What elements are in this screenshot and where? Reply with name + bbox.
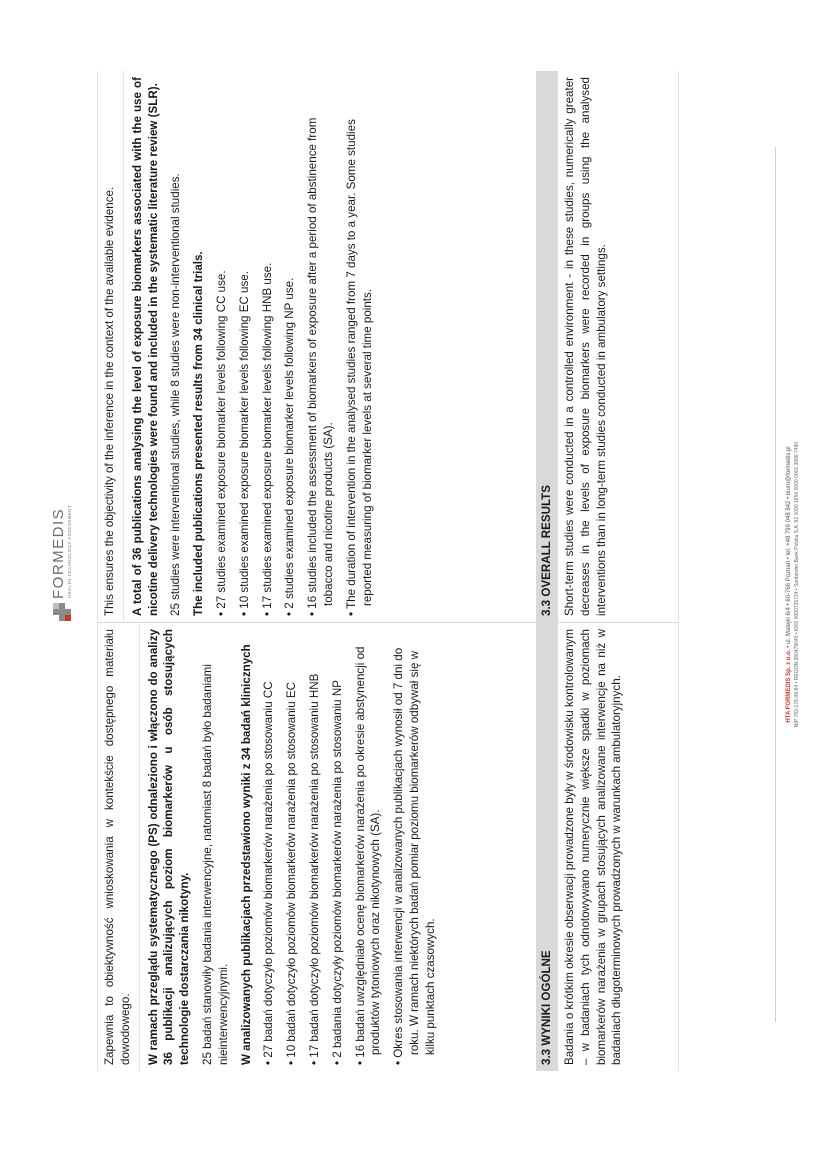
pl-section-text: Badania o krótkim okresie obserwacji prowadzone były w środowisku kontrolowanym – w badaniach tych odnotowywano numerycznie większe spadki w poziomach biomarkerów narażenia w grupach stosujących analizowane interwencje na niż w badaniach długoterminowych prowadzonych w warunkach ambulatoryjnych. — [563, 629, 624, 1065]
bilingual-summary-table — [97, 71, 679, 1071]
page-footer — [786, 0, 800, 1169]
pl-results-heading: W analizowanych publikacjach przedstawiono wyniki z 34 badań klinicznych — [239, 644, 253, 1065]
list-item: • Okres stosowania interwencji w analizowanych publikacjach wynosił od 7 dni do roku. W ramach niektórych badań pomiar poziomu biomarkerów odbywał się w kilku punktach czasowych. — [392, 647, 437, 1065]
list-item: • 27 badań dotyczyło poziomów biomarkerów narażenia po stosowaniu CC — [262, 681, 276, 1065]
list-item: • 16 badań uwzględniało ocenę biomarkerów narażenia po okresie abstynencji od produktów tytoniowych oraz nikotynowych (SA). — [353, 646, 383, 1065]
logo-tagline: HEALTH TECHNOLOGY ASSESSMENT — [67, 505, 72, 598]
list-item: • 27 studies examined exposure biomarker levels following CC use. — [214, 270, 228, 616]
en-intro: This ensures the objectivity of the inference in the context of the available evidence. — [103, 186, 116, 616]
pl-results-list — [261, 629, 438, 1065]
row-divider — [123, 71, 124, 622]
list-item: • 17 studies examined exposure biomarker levels following HNB use. — [260, 262, 274, 616]
pl-section-title: 3.3 WYNIKI OGÓLNE — [536, 623, 558, 1071]
pl-lead: W ramach przeglądu systematycznego (PS) odnaleziono i włączono do analizy 36 publikacji analizujących poziom biomarkerów u osób stosujących technologie dostarczania nikotyny. — [146, 629, 192, 1065]
list-item: • 10 badań dotyczyło poziomów biomarkerów narażenia po stosowaniu EC — [285, 682, 299, 1065]
footer-registry: NIP 783-178-09-84 • REGON 380479040 • KRS 0000735724 • Santander Bank Polska S.A. 92 1090 1854 0000 0001 3689 7490 — [794, 441, 800, 728]
en-results-heading: The included publications presented results from 34 clinical trials. — [192, 251, 206, 616]
en-section-text: Short-term studies were conducted in a controlled environment - in these studies, numerically greater decreases in the levels of exposure biomarkers were recorded in groups using the analysed interventions than in long-term studies conducted in ambulatory settings. — [563, 77, 608, 616]
en-section-title: 3.3 OVERALL RESULTS — [536, 71, 558, 622]
footer-address: • ul. Matejki 6/4 • 60-766 Poznań • tel. +48 799 048 842 • biuro@formedis.pl — [786, 446, 792, 650]
en-results-list — [214, 77, 375, 616]
en-studies-note: 25 studies were interventional studies, while 8 studies were non-interventional studies. — [169, 173, 183, 616]
polish-column — [98, 623, 678, 1071]
list-item: • 16 studies included the assessment of biomarkers of exposure after a period of abstinence from tobacco and nicotine products (SA). — [306, 117, 335, 616]
footer-company: HTA FORMEDIS Sp. z o.o. — [786, 649, 792, 723]
pl-intro: Zapewnia to obiektywność wnioskowania w kontekście dostępnego materiału dowodowego. — [103, 629, 132, 1065]
logo-cross-icon — [53, 603, 71, 621]
logo-name: FORMEDIS — [50, 507, 67, 599]
row-divider — [139, 623, 140, 1071]
list-item: • 10 studies examined exposure biomarker levels following EC use. — [237, 271, 251, 616]
list-item: • 2 studies examined exposure biomarker levels following NP use. — [283, 277, 297, 616]
footer-contact-line — [786, 0, 792, 1169]
pl-studies-note: 25 badań stanowiły badania interwencyjne, natomiast 8 badań było badaniami nieinterwencyjnymi. — [200, 664, 230, 1065]
english-column — [98, 71, 678, 623]
list-item: • 2 badania dotyczyły poziomów biomarkerów narażenia po stosowaniu NP — [330, 680, 344, 1065]
company-logo — [50, 501, 76, 621]
footer-divider — [775, 147, 776, 1022]
list-item: • The duration of intervention in the analysed studies ranged from 7 days to a year. Some studies reported measuring of biomarker levels at several time points. — [344, 119, 374, 616]
en-lead: A total of 36 publications analysing the level of exposure biomarkers associated with the use of nicotine delivery technologies were found and included in the systematic literature review (SLR). — [130, 77, 160, 616]
list-item: • 17 badań dotyczyło poziomów biomarkerów narażenia po stosowaniu HNB — [307, 673, 321, 1065]
